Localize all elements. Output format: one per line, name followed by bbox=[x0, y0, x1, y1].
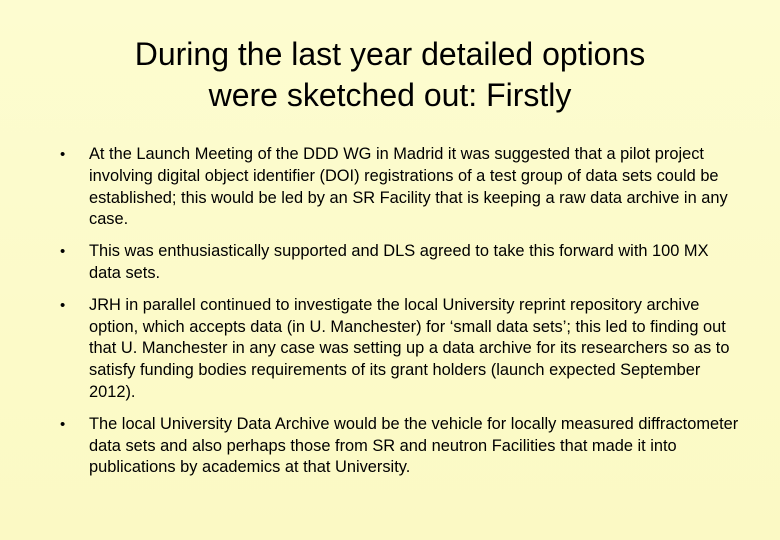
bullet-text: JRH in parallel continued to investigate the local University reprint repository archive option, which accepts data (in U. Manchester) for ‘small data sets’; this led to finding out that U. Manchester in any case was setting up a data archive for its researchers so as to satisfy funding bodies requirements of its grant holders (launch expected September 2012). bbox=[89, 295, 730, 401]
bullet-item-university-archive bbox=[60, 414, 740, 479]
bullet-icon: • bbox=[60, 415, 66, 433]
bullet-icon: • bbox=[60, 243, 66, 261]
bullet-text: At the Launch Meeting of the DDD WG in Madrid it was suggested that a pilot project involving digital object identifier (DOI) registrations of a test group of data sets could be established; this would be led by an SR Facility that is keeping a raw data archive in any case. bbox=[89, 145, 728, 229]
slide-title bbox=[40, 34, 740, 116]
bullet-text: This was enthusiastically supported and DLS agreed to take this forward with 100 MX data sets. bbox=[89, 242, 709, 282]
slide-title-line-1: During the last year detailed options bbox=[134, 36, 646, 72]
bullet-icon: • bbox=[60, 296, 66, 314]
bullet-item-repository-option bbox=[60, 295, 740, 404]
bullet-icon: • bbox=[60, 146, 66, 163]
bullet-text: The local University Data Archive would be the vehicle for locally measured diffractometer data sets and also perhaps those from SR and neutron Facilities that made it into publications by academics at that University. bbox=[89, 414, 739, 477]
bullet-item-launch-meeting bbox=[60, 144, 740, 231]
bullet-item-dls-support bbox=[60, 241, 740, 285]
bullet-list bbox=[60, 144, 740, 489]
slide-title-line-2: were sketched out: Firstly bbox=[208, 77, 572, 113]
